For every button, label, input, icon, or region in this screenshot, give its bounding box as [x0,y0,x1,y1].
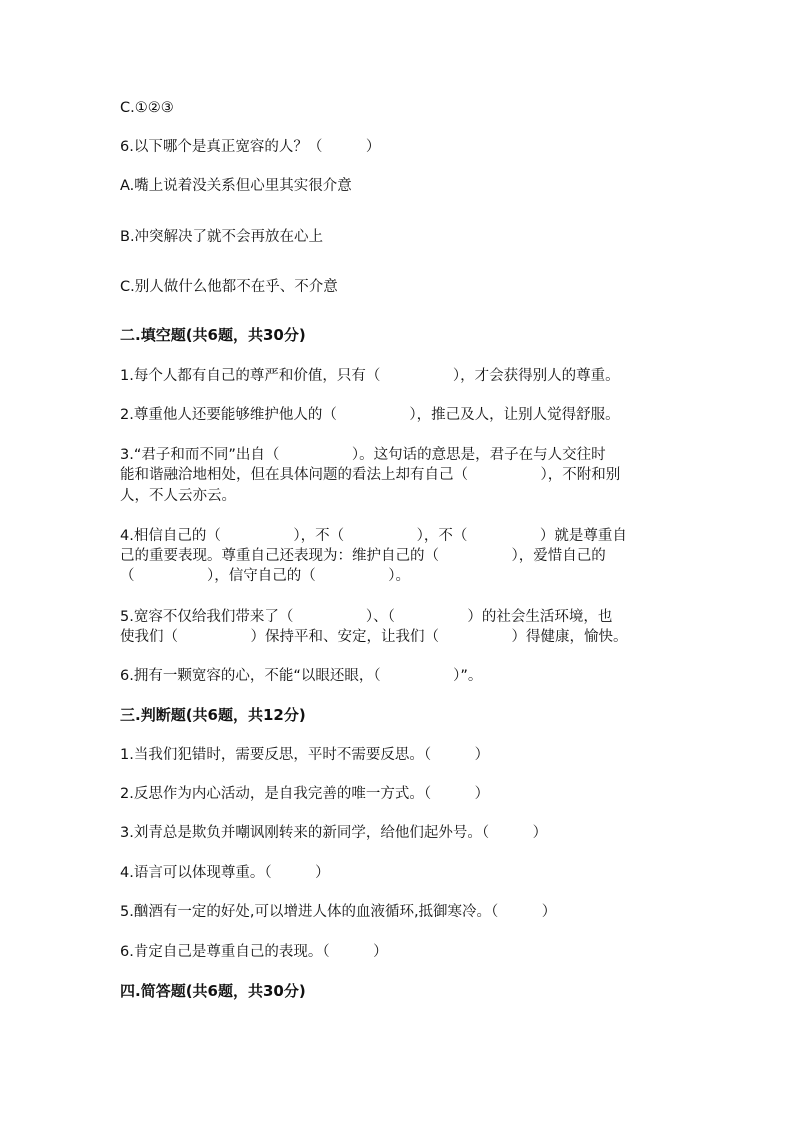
fill-question-3-line-3: 人，不人云亦云。 [120,488,236,504]
fill-question-1: 1.每个人都有自己的尊严和价值，只有（ ），才会获得别人的尊重。 [120,368,620,384]
section-heading-true-false: 三.判断题(共6题，共12分) [120,706,306,724]
option-b-q6: B.冲突解决了就不会再放在心上 [120,229,324,245]
fill-question-4-line-2: 己的重要表现。尊重自己还表现为：维护自己的（ ），爱惜自己的 [120,548,606,564]
fill-question-3-line-1: 3.“君子和而不同”出自（ ）。这句话的意思是，君子在与人交往时 [120,447,606,463]
option-c-q6: C.别人做什么他都不在乎、不介意 [120,279,338,295]
fill-question-2: 2.尊重他人还要能够维护他人的（ ），推己及人，让别人觉得舒服。 [120,407,620,423]
fill-question-6: 6.拥有一颗宽容的心，不能“以眼还眼，（ ）”。 [120,668,483,684]
fill-question-5-line-1: 5.宽容不仅给我们带来了（ ）、（ ）的社会生活环境，也 [120,609,613,625]
option-a-q6: A.嘴上说着没关系但心里其实很介意 [120,178,352,194]
tf-question-5: 5.酗酒有一定的好处,可以增进人体的血液循环,抵御寒冷。（ ） [120,904,557,920]
tf-question-2: 2.反思作为内心活动，是自我完善的唯一方式。（ ） [120,786,490,802]
option-c-q5: C.①②③ [120,100,174,116]
question-6-mc: 6.以下哪个是真正宽容的人？（ ） [120,139,381,155]
fill-question-4-line-1: 4.相信自己的（ ），不（ ），不（ ）就是尊重自 [120,528,627,544]
tf-question-4: 4.语言可以体现尊重。（ ） [120,865,330,881]
fill-question-5-line-2: 使我们（ ）保持平和、安定，让我们（ ）得健康，愉快。 [120,629,628,645]
tf-question-6: 6.肯定自己是尊重自己的表现。（ ） [120,944,388,960]
fill-question-3-line-2: 能和谐融洽地相处，但在具体问题的看法上却有自己（ ），不附和别 [120,467,621,483]
section-heading-fill-in: 二.填空题(共6题，共30分) [120,326,306,344]
fill-question-4-line-3: （ ），信守自己的（ ）。 [120,568,410,584]
tf-question-3: 3.刘青总是欺负并嘲讽刚转来的新同学，给他们起外号。（ ） [120,825,548,841]
tf-question-1: 1.当我们犯错时，需要反思，平时不需要反思。（ ） [120,747,490,763]
section-heading-short-answer: 四.简答题(共6题，共30分) [120,982,306,1000]
